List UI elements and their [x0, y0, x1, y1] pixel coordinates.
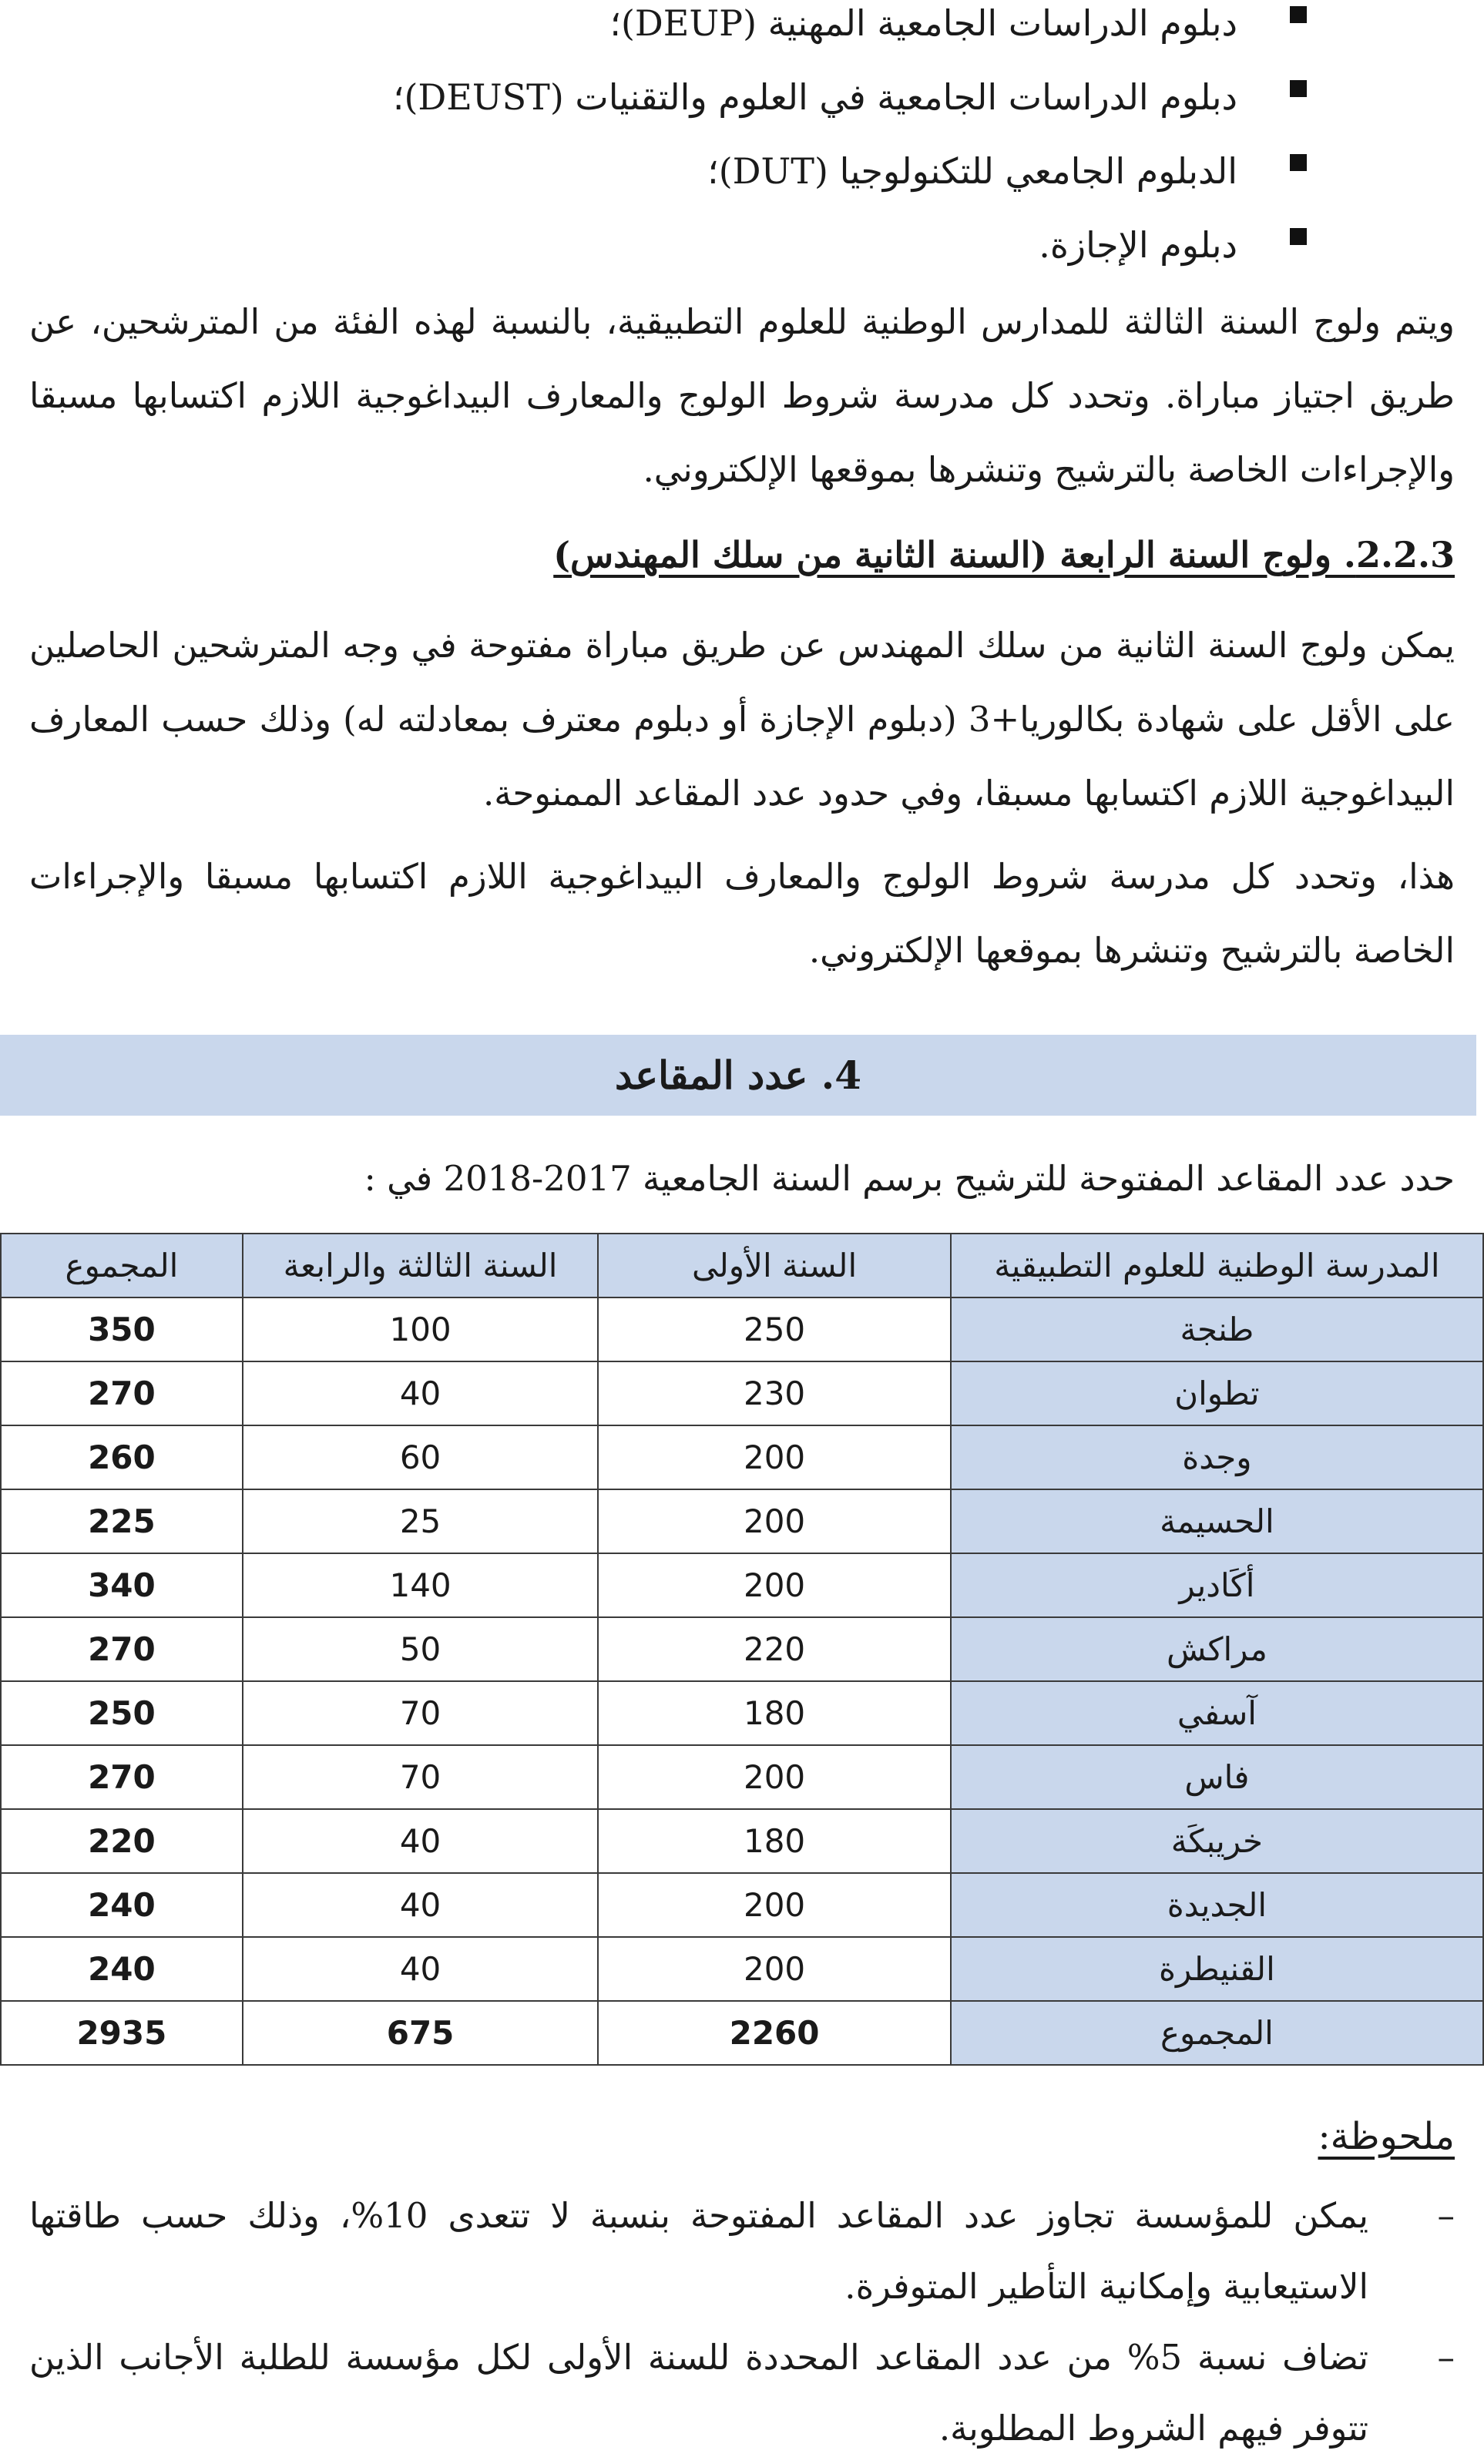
total-cell: 350: [1, 1297, 243, 1361]
list-item: [74, 148, 1307, 222]
column-header: السنة الأولى: [598, 1234, 951, 1297]
total-cell: 225: [1, 1489, 243, 1553]
table-row: [1, 1425, 1483, 1489]
paragraph-fourth-year-access: يمكن ولوج السنة الثانية من سلك المهندس عن طريق مباراة مفتوحة في وجه المترشحين الحاصلين على الأقل على شهادة بكالوريا+3 (دبلوم الإجازة أو دبلوم معترف بمعادلته له) وذلك حسب المعارف البيداغوجية اللازم اكتسابها مسبقا، وفي حدود عدد المقاعد الممنوحة.: [29, 625, 1455, 814]
dash-bullet-icon: –: [1437, 2195, 1455, 2236]
table-intro: حدد عدد المقاعد المفتوحة للترشيح برسم السنة الجامعية 2017-2018 في :: [364, 1158, 1455, 1199]
total-cell: 240: [1, 1873, 243, 1937]
total-cell: 220: [1, 1809, 243, 1873]
list-item: [74, 0, 1307, 74]
total-cell: 270: [1, 1617, 243, 1681]
school-city-cell: وجدة: [951, 1425, 1483, 1489]
square-bullet-icon: [1290, 228, 1307, 245]
square-bullet-icon: [1290, 154, 1307, 171]
seat-count-cell: 140: [243, 1553, 599, 1617]
list-item: [74, 74, 1307, 148]
seat-count-cell: 675: [243, 2001, 599, 2065]
table-row: [1, 1937, 1483, 2001]
note-item: [29, 2180, 1455, 2322]
seat-count-cell: 180: [598, 1681, 951, 1745]
paragraph-conditions: هذا، وتحدد كل مدرسة شروط الولوج والمعارف البيداغوجية اللازم اكتسابها مسبقا والإجراءات الخاصة بالترشيح وتنشرها بموقعها الإلكتروني.: [29, 856, 1455, 971]
seat-count-cell: 70: [243, 1681, 599, 1745]
total-cell: 2935: [1, 2001, 243, 2065]
school-city-cell: طنجة: [951, 1297, 1483, 1361]
list-item-text: الدبلوم الجامعي للتكنولوجيا (DUT)؛: [707, 150, 1237, 192]
seat-count-cell: 200: [598, 1425, 951, 1489]
seat-count-cell: 200: [598, 1873, 951, 1937]
seat-count-cell: 100: [243, 1297, 599, 1361]
total-cell: 240: [1, 1937, 243, 2001]
list-item-text: دبلوم الدراسات الجامعية في العلوم والتقنيات (DEUST)؛: [392, 76, 1237, 118]
note-item: [29, 2322, 1455, 2464]
seat-count-cell: 2260: [598, 2001, 951, 2065]
total-cell: 270: [1, 1361, 243, 1425]
section-title: 4. عدد المقاعد: [615, 1052, 862, 1098]
table-body: [1, 1297, 1483, 2065]
table-row: [1, 1681, 1483, 1745]
table-row: [1, 1489, 1483, 1553]
school-city-cell: أكَادير: [951, 1553, 1483, 1617]
table-header-row: [1, 1234, 1483, 1297]
paragraph-third-year-access: ويتم ولوج السنة الثالثة للمدارس الوطنية للعلوم التطبيقية، بالنسبة لهذه الفئة من المترشحين، عن طريق اجتياز مباراة. وتحدد كل مدرسة شروط الولوج والمعارف البيداغوجية اللازم اكتسابها مسبقا والإجراءات الخاصة بالترشيح وتنشرها بموقعها الإلكتروني.: [29, 301, 1455, 490]
column-header: المدرسة الوطنية للعلوم التطبيقية: [951, 1234, 1483, 1297]
seat-count-cell: 40: [243, 1809, 599, 1873]
school-city-cell: خريبكَة: [951, 1809, 1483, 1873]
school-city-cell: تطوان: [951, 1361, 1483, 1425]
column-header: السنة الثالثة والرابعة: [243, 1234, 599, 1297]
note-text: يمكن للمؤسسة تجاوز عدد المقاعد المفتوحة بنسبة لا تتعدى 10%، وذلك حسب طاقتها الاستيعابية وإمكانية التأطير المتوفرة.: [29, 2195, 1368, 2307]
notes-list: [29, 2180, 1455, 2464]
diploma-list: [74, 0, 1307, 296]
seat-count-cell: 180: [598, 1809, 951, 1873]
table-row: [1, 1361, 1483, 1425]
school-city-cell: القنيطرة: [951, 1937, 1483, 2001]
school-city-cell: الحسيمة: [951, 1489, 1483, 1553]
seat-count-cell: 40: [243, 1873, 599, 1937]
seat-count-cell: 200: [598, 1489, 951, 1553]
seat-count-cell: 50: [243, 1617, 599, 1681]
total-cell: 250: [1, 1681, 243, 1745]
total-cell: 270: [1, 1745, 243, 1809]
school-city-cell: الجديدة: [951, 1873, 1483, 1937]
seat-count-cell: 200: [598, 1937, 951, 2001]
seat-count-cell: 60: [243, 1425, 599, 1489]
table-row: [1, 1745, 1483, 1809]
seat-count-cell: 200: [598, 1553, 951, 1617]
square-bullet-icon: [1290, 80, 1307, 97]
note-title: ملحوظة:: [1318, 2115, 1455, 2158]
table-row: [1, 1809, 1483, 1873]
seat-count-cell: 25: [243, 1489, 599, 1553]
list-item-text: دبلوم الدراسات الجامعية المهنية (DEUP)؛: [609, 2, 1237, 44]
table-row: [1, 2001, 1483, 2065]
table-row: [1, 1873, 1483, 1937]
total-cell: 340: [1, 1553, 243, 1617]
seat-count-cell: 70: [243, 1745, 599, 1809]
school-city-cell: آسفي: [951, 1681, 1483, 1745]
subsection-heading: 2.2.3. ولوج السنة الرابعة (السنة الثانية من سلك المهندس): [553, 534, 1455, 576]
school-city-cell: المجموع: [951, 2001, 1483, 2065]
total-cell: 260: [1, 1425, 243, 1489]
seat-count-cell: 220: [598, 1617, 951, 1681]
column-header: المجموع: [1, 1234, 243, 1297]
note-text: تضاف نسبة 5% من عدد المقاعد المحددة للسنة الأولى لكل مؤسسة للطلبة الأجانب الذين تتوفر فيهم الشروط المطلوبة.: [29, 2337, 1369, 2449]
school-city-cell: مراكش: [951, 1617, 1483, 1681]
section-title-band: [0, 1035, 1476, 1116]
seat-count-cell: 200: [598, 1745, 951, 1809]
seat-count-cell: 40: [243, 1937, 599, 2001]
seat-count-cell: 250: [598, 1297, 951, 1361]
list-item-text: دبلوم الإجازة.: [1039, 224, 1237, 266]
dash-bullet-icon: –: [1437, 2337, 1455, 2378]
square-bullet-icon: [1290, 6, 1307, 23]
table-row: [1, 1553, 1483, 1617]
table-row: [1, 1297, 1483, 1361]
table-row: [1, 1617, 1483, 1681]
school-city-cell: فاس: [951, 1745, 1483, 1809]
seats-table: [0, 1233, 1484, 2066]
seat-count-cell: 40: [243, 1361, 599, 1425]
seat-count-cell: 230: [598, 1361, 951, 1425]
